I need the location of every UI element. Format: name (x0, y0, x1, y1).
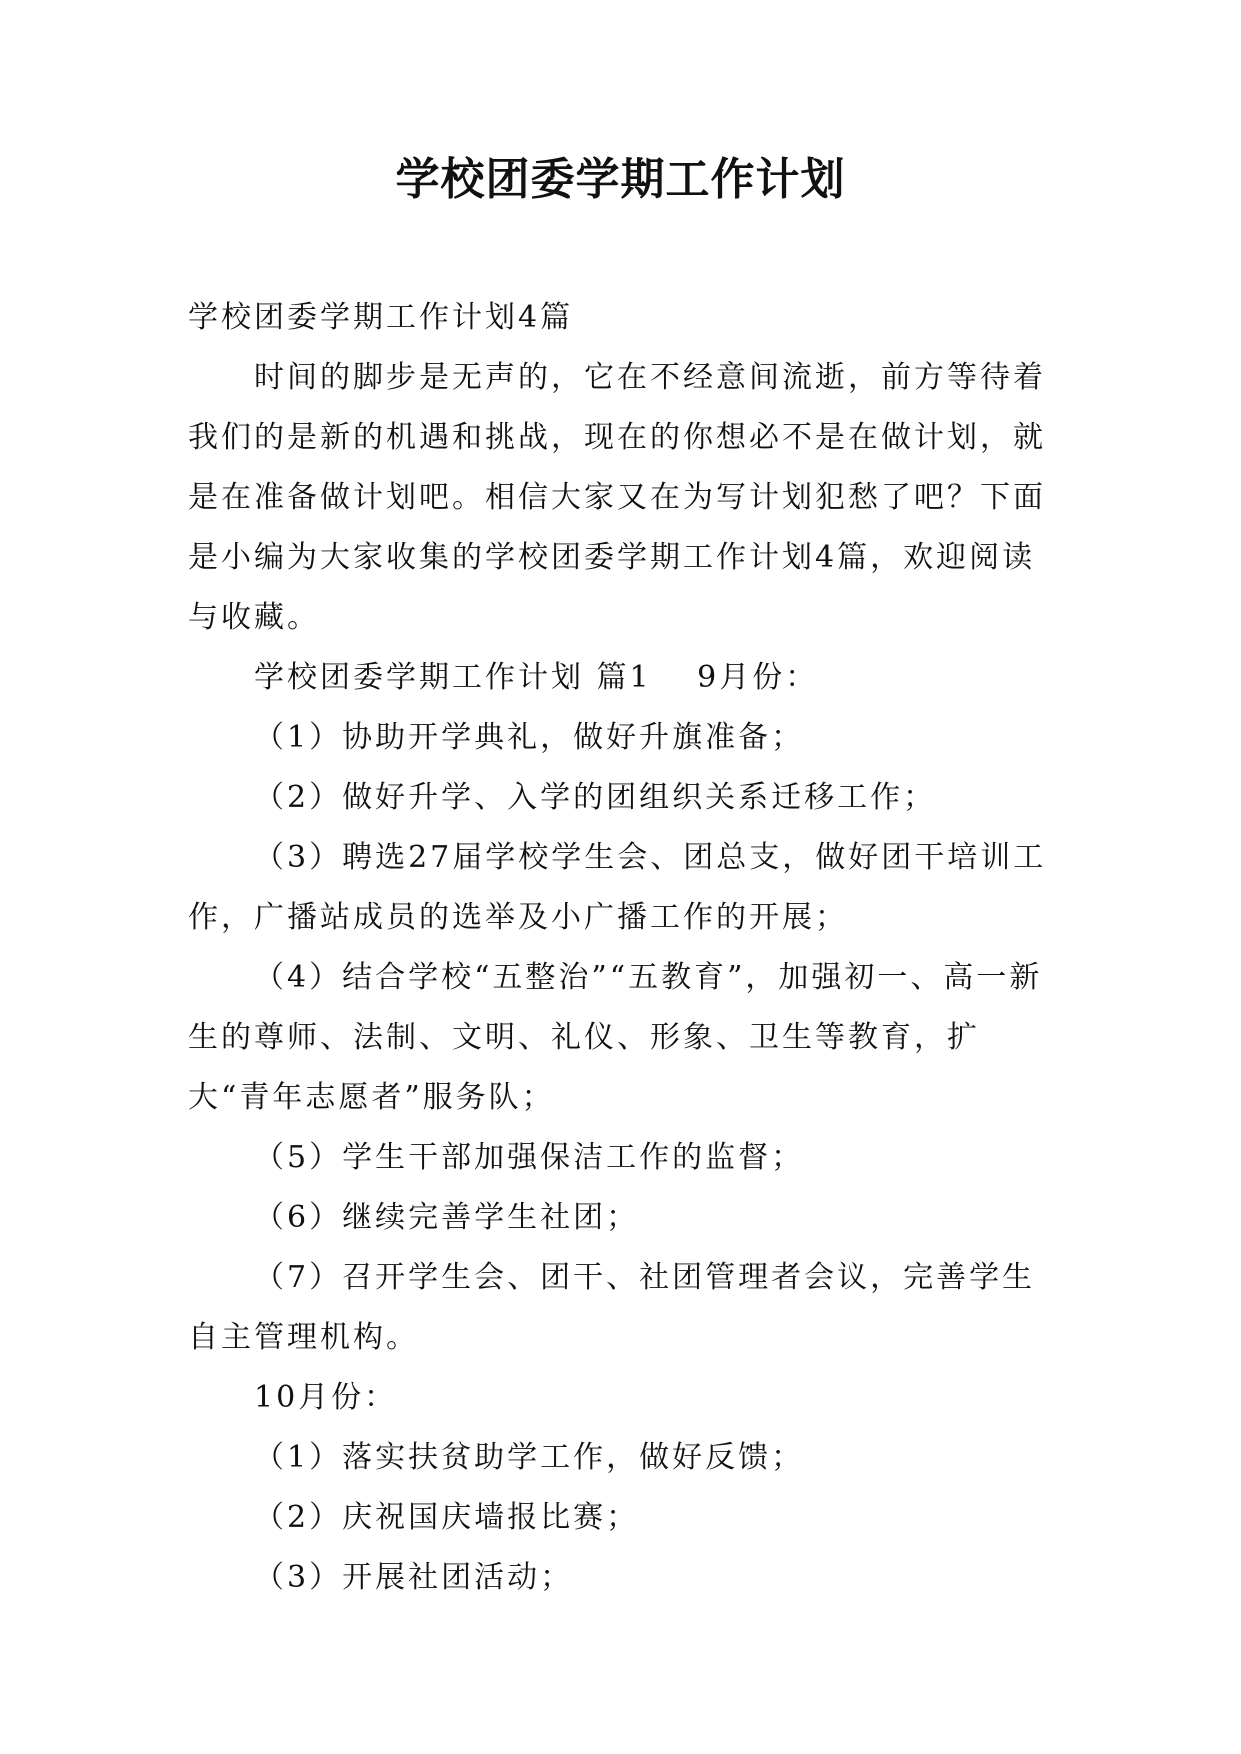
list-item: （5）学生干部加强保洁工作的监督； (254, 1140, 805, 1175)
intro-paragraph: 时间的脚步是无声的，它在不经意间流逝，前方等待着我们的是新的机遇和挑战，现在的你想必不是在做计划，就是在准备做计划吧。相信大家又在为写计划犯愁了吧？下面是小编为大家收集的学校团委学期工作计划4篇，欢迎阅读与收藏。 (188, 360, 1046, 635)
list-item: （6）继续完善学生社团； (254, 1200, 640, 1235)
section-heading-paragraph: 学校团委学期工作计划 篇1 9月份： (254, 660, 819, 695)
month-heading-paragraph: 10月份： (254, 1380, 398, 1415)
subtitle-paragraph: 学校团委学期工作计划4篇 (188, 300, 574, 335)
list-item: （1）协助开学典礼，做好升旗准备； (254, 720, 805, 755)
list-item: （2）庆祝国庆墙报比赛； (254, 1500, 640, 1535)
list-item: （1）落实扶贫助学工作，做好反馈； (254, 1440, 805, 1475)
list-item: （4）结合学校“五整治”“五教育”，加强初一、高一新生的尊师、法制、文明、礼仪、形象、卫生等教育，扩大“青年志愿者”服务队； (188, 960, 1043, 1115)
list-item: （2）做好升学、入学的团组织关系迁移工作； (254, 780, 937, 815)
list-item: （3）开展社团活动； (254, 1560, 574, 1595)
document-body (188, 288, 1056, 1608)
document-title: 学校团委学期工作计划 (395, 154, 846, 205)
list-item: （7）召开学生会、团干、社团管理者会议，完善学生自主管理机构。 (188, 1260, 1036, 1355)
list-item: （3）聘选27届学校学生会、团总支，做好团干培训工作，广播站成员的选举及小广播工作的开展； (188, 840, 1047, 935)
